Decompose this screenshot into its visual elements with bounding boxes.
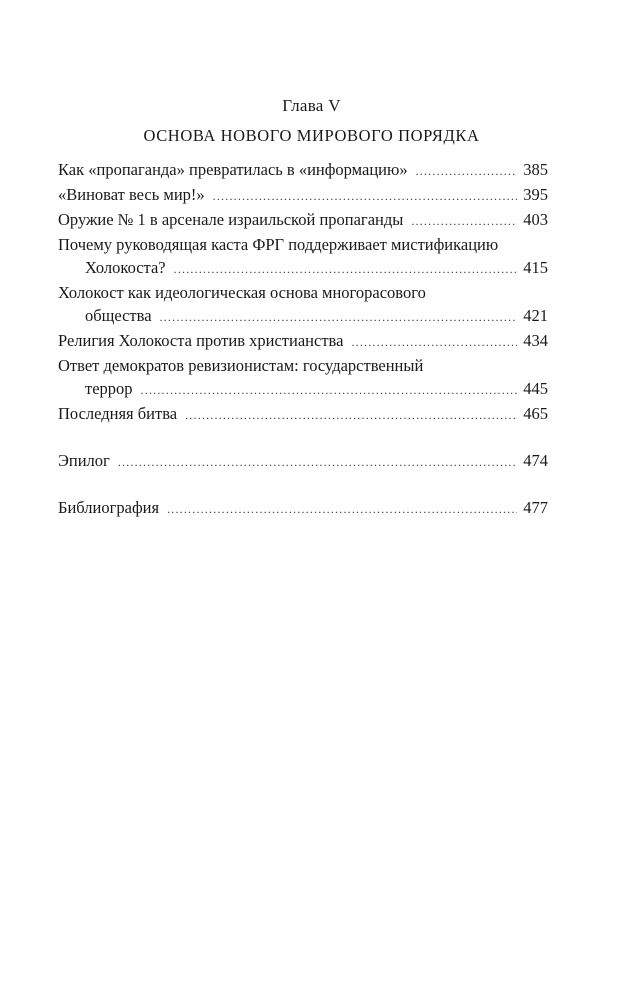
toc-entry — [58, 402, 548, 427]
toc-entry-page: 415 — [523, 258, 548, 277]
toc-entry-page: 395 — [523, 185, 548, 204]
toc-entry-bibliography — [58, 496, 548, 521]
section-gap — [58, 427, 548, 449]
dot-leader — [160, 306, 518, 329]
toc-entry-page: 385 — [523, 160, 548, 179]
dot-leader — [351, 331, 517, 354]
epilogue-page: 474 — [523, 451, 548, 470]
toc-entry-page: 403 — [523, 210, 548, 229]
toc-entry-title-line2: Холокоста? — [85, 258, 166, 277]
toc-entry-title-line1: Почему руководящая каста ФРГ поддерживает мистификацию — [58, 235, 499, 254]
toc-entry — [58, 183, 548, 208]
toc-entry-page: 445 — [523, 379, 548, 398]
toc-entry — [58, 329, 548, 354]
toc-entry-title: Религия Холокоста против христианства — [58, 331, 344, 350]
toc-entry-page: 434 — [523, 331, 548, 350]
table-of-contents — [58, 158, 548, 521]
dot-leader — [416, 160, 518, 183]
bibliography-page: 477 — [523, 498, 548, 517]
toc-entry-title: Последняя битва — [58, 404, 178, 423]
dot-leader — [167, 498, 517, 521]
toc-entry-title: Как «пропаганда» превратилась в «информацию» — [58, 160, 408, 179]
dot-leader — [213, 185, 518, 208]
toc-entry-title-line2: общества — [85, 306, 152, 325]
toc-entry — [58, 354, 548, 402]
section-gap — [58, 474, 548, 496]
toc-entry-epilogue — [58, 449, 548, 474]
toc-entry-title-line1: Ответ демократов ревизионистам: государственный — [58, 356, 424, 375]
toc-entry-title: «Виноват весь мир!» — [58, 185, 205, 204]
toc-entry — [58, 158, 548, 183]
toc-entry-page: 421 — [523, 306, 548, 325]
toc-entry — [58, 233, 548, 281]
dot-leader — [411, 210, 517, 233]
toc-entry-page: 465 — [523, 404, 548, 423]
toc-entry-title-line1: Холокост как идеологическая основа многорасового — [58, 283, 426, 302]
dot-leader — [141, 379, 518, 402]
toc-entry — [58, 281, 548, 329]
dot-leader — [118, 451, 517, 474]
epilogue-title: Эпилог — [58, 451, 110, 470]
dot-leader — [185, 404, 517, 427]
chapter-title: ОСНОВА НОВОГО МИРОВОГО ПОРЯДКА — [143, 126, 480, 145]
chapter-label: Глава V — [282, 96, 341, 115]
bibliography-title: Библиография — [58, 498, 160, 517]
toc-entry-title-line2: террор — [85, 379, 133, 398]
dot-leader — [174, 258, 518, 281]
toc-entry — [58, 208, 548, 233]
toc-entry-title: Оружие № 1 в арсенале израильской пропаганды — [58, 210, 404, 229]
